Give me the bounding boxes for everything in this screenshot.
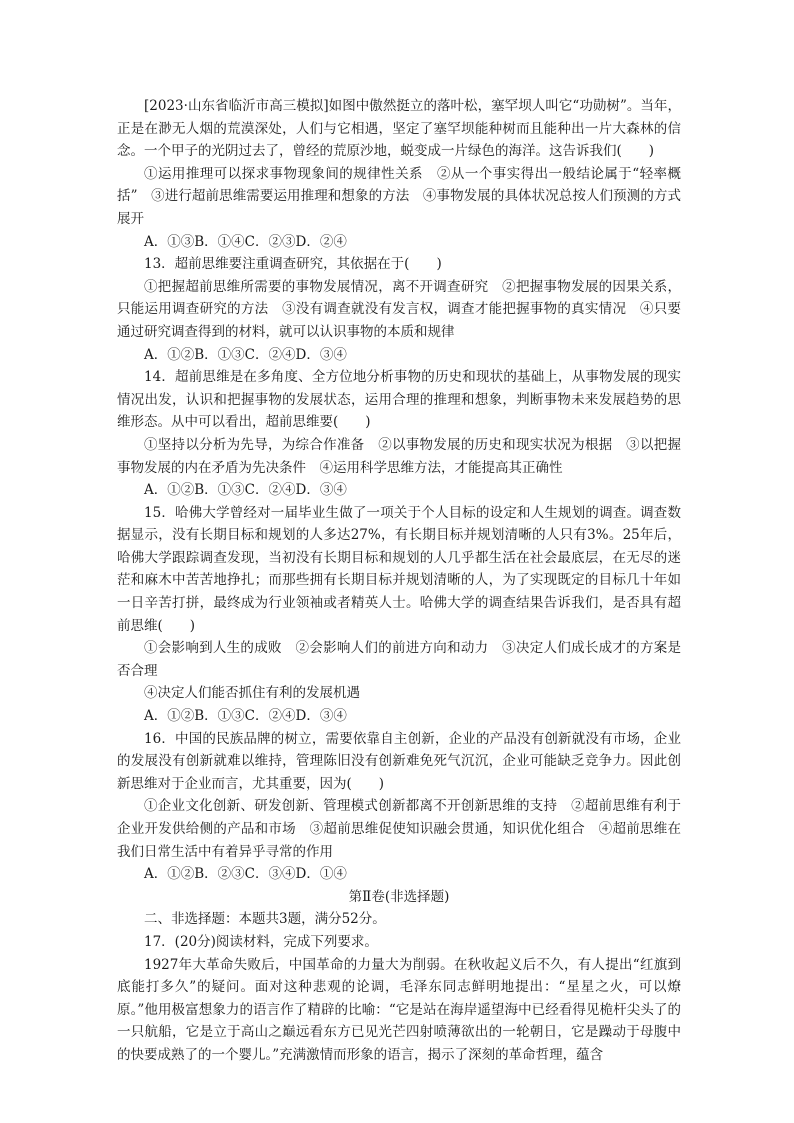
q17-material: 1927年大革命失败后，中国革命的力量大为削弱。在秋收起义后不久，有人提出“红旗到底能打多久”的疑问。面对这种悲观的论调，毛泽东同志鲜明地提出：“星星之火，可以燎原。”他用极富想象力的语言作了精辟的比喻：“它是站在海岸遥望海中已经看得见桅杆尖头了的一只航船，它是立于高山之巅远看东方已见光芒四射喷薄欲出的一轮朝日，它是躁动于母腹中的快要成熟了的一个婴儿。”充满激情而形象的语言，揭示了深刻的革命哲理，蕴含 xyxy=(117,956,681,1063)
q15-statement4: ④决定人们能否抓住有利的发展机遇 xyxy=(144,685,360,702)
q15-statements: ①会影响到人生的成败 ②会影响人们的前进方向和动力 ③决定人们成长成才的方案是否合理 xyxy=(117,640,681,679)
q12-stem: [2023·山东省临沂市高三模拟]如图中傲然挺立的落叶松，塞罕坝人叫它“功勋树”。当年，正是在渺无人烟的荒漠深处，人们与它相遇，坚定了塞罕坝能种树而且能种出一片大森林的信念。一个甲子的光阴过去了，曾经的荒原沙地，蜕变成一片绿色的海洋。这告诉我们( ) xyxy=(117,98,681,160)
q16-statements: ①企业文化创新、研发创新、管理模式创新都离不开创新思维的支持 ②超前思维有利于企业开发供给侧的产品和市场 ③超前思维促使知识融会贯通，知识优化组合 ④超前思维在我们日常生活中有着异乎寻常的作用 xyxy=(117,798,681,860)
q12-options: A．①③B．①④C．②③D．②④ xyxy=(144,233,347,250)
section2-intro: 二、非选择题：本题共3题，满分52分。 xyxy=(144,911,386,928)
q15-stem: 15．哈佛大学曾经对一届毕业生做了一项关于个人目标的设定和人生规划的调查。调查数据显示，没有长期目标和规划的人多达27%，有长期目标并规划清晰的人只有3%。25年后，哈佛大学跟踪调查发现，当初没有长期目标和规划的人几乎都生活在社会最底层，在无尽的迷茫和麻木中苦苦地挣扎；而那些拥有长期目标并规划清晰的人，为了实现既定的目标几十年如一日辛苦打拼，最终成为行业领袖或者精英人士。哈佛大学的调查结果告诉我们，是否具有超前思维( ) xyxy=(117,504,681,634)
section2-title: 第Ⅱ卷(非选择题) xyxy=(348,888,450,905)
q16-options: A．①②B．②③C．③④D．①④ xyxy=(144,866,347,883)
document-page xyxy=(117,95,681,1067)
q13-options: A．①②B．①③C．②④D．③④ xyxy=(144,346,347,363)
q13-stem: 13．超前思维要注重调查研究，其依据在于( ) xyxy=(144,256,442,273)
q16-stem: 16．中国的民族品牌的树立，需要依靠自主创新，企业的产品没有创新就没有市场，企业的发展没有创新就难以维持，管理陈旧没有创新难免死气沉沉，企业可能缺乏竞争力。因此创新思维对于企业而言，尤其重要，因为( ) xyxy=(117,730,681,792)
q14-options: A．①②B．①③C．②④D．③④ xyxy=(144,482,347,499)
q12-statements: ①运用推理可以探求事物现象间的规律性关系 ②从一个事实得出一般结论属于“轻率概括” ③进行超前思维需要运用推理和想象的方法 ④事物发展的具体状况总按人们预测的方式展开 xyxy=(117,165,681,227)
q14-stem: 14．超前思维是在多角度、全方位地分析事物的历史和现状的基础上，从事物发展的现实情况出发，认识和把握事物的发展状态，运用合理的推理和想象，判断事物未来发展趋势的思维形态。从中可以看出，超前思维要( ) xyxy=(117,369,681,431)
q15-options: A．①②B．①③C．②④D．③④ xyxy=(144,708,347,725)
q14-statements: ①坚持以分析为先导，为综合作准备 ②以事物发展的历史和现实状况为根据 ③以把握事物发展的内在矛盾为先决条件 ④运用科学思维方法，才能提高其正确性 xyxy=(117,436,681,476)
q17-stem: 17．(20分)阅读材料，完成下列要求。 xyxy=(144,933,378,950)
q13-statements: ①把握超前思维所需要的事物发展情况，离不开调查研究 ②把握事物发展的因果关系，只能运用调查研究的方法 ③没有调查就没有发言权，调查才能把握事物的真实情况 ④只要通过研究调查得到的材料，就可以认识事物的本质和规律 xyxy=(117,278,681,340)
